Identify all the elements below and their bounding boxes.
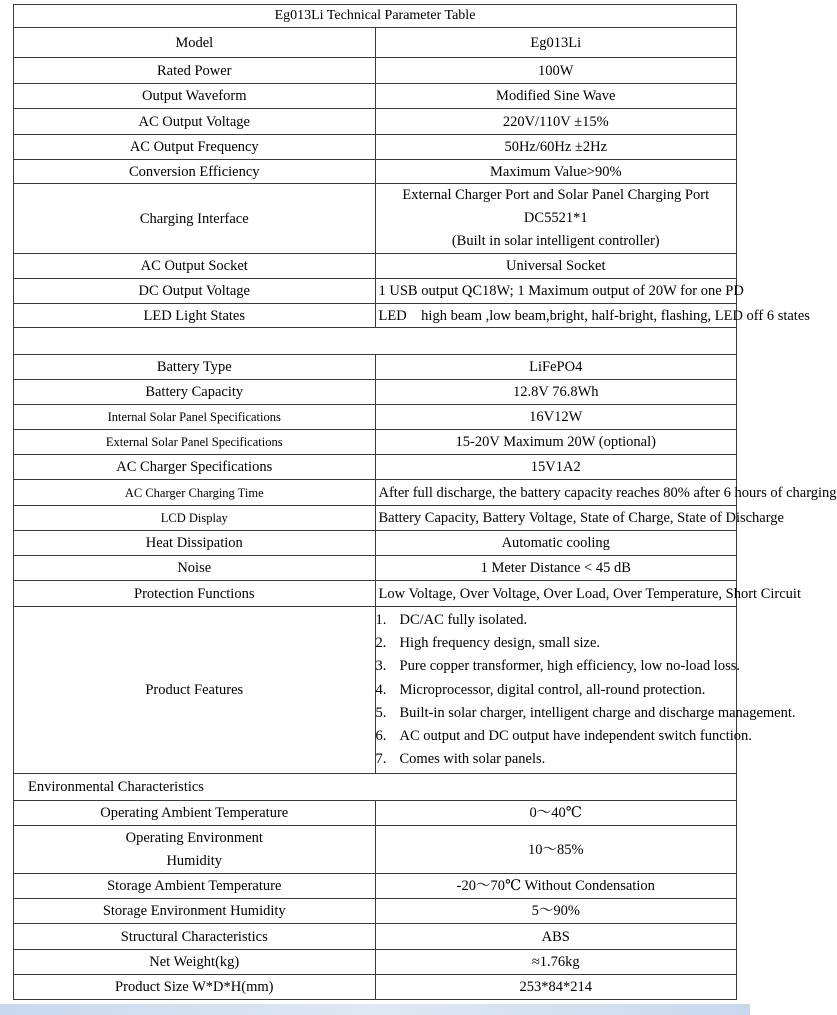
row-label: AC Output Voltage [14, 109, 376, 135]
row-value: LiFePO4 [375, 355, 737, 380]
table-row [14, 380, 737, 405]
table-row [14, 84, 737, 109]
row-value: Maximum Value>90% [375, 160, 737, 184]
row-label: Output Waveform [14, 84, 376, 109]
charging-line-2: (Built in solar intelligent controller) [451, 233, 660, 249]
row-value: 253*84*214 [375, 975, 737, 1000]
row-label: Internal Solar Panel Specifications [14, 405, 376, 430]
feature-text: High frequency design, small size. [399, 635, 601, 652]
row-value: 5～90% [375, 899, 737, 924]
row-value: 15V1A2 [375, 455, 737, 480]
table-row [14, 405, 737, 430]
table-row [14, 950, 737, 975]
row-value: ≈1.76kg [375, 950, 737, 975]
row-label: LED Light States [14, 304, 376, 328]
feature-text: Comes with solar panels. [399, 751, 546, 768]
list-item [376, 609, 733, 632]
list-item [375, 725, 752, 748]
table-row [14, 801, 737, 826]
row-value: 1 Meter Distance < 45 dB [375, 556, 737, 581]
list-item [376, 632, 733, 655]
row-label: Net Weight(kg) [14, 950, 376, 975]
row-label: Rated Power [14, 58, 376, 84]
list-item [375, 702, 796, 725]
table-row [14, 28, 737, 58]
table-row [14, 924, 737, 950]
row-label: Battery Type [14, 355, 376, 380]
table-row [14, 826, 737, 874]
feature-number: 1. [375, 612, 387, 628]
row-value: 16V12W [375, 405, 737, 430]
row-label: LCD Display [14, 506, 376, 531]
feature-number: 2. [375, 635, 387, 652]
row-value: 15-20V Maximum 20W (optional) [375, 430, 737, 455]
feature-text: Microprocessor, digital control, all-round protection. [399, 681, 706, 698]
feature-text: Pure copper transformer, high efficiency, low no-load loss. [399, 658, 740, 675]
table-row [14, 254, 737, 279]
table-row [14, 184, 737, 254]
row-value: 0～40℃ [375, 801, 737, 826]
list-item [376, 679, 733, 702]
charging-line-1: External Charger Port and Solar Panel Charging Port DC5521*1 [402, 187, 710, 226]
row-value [375, 184, 737, 254]
feature-text: Built-in solar charger, intelligent charge and discharge management. [399, 704, 796, 721]
row-label: Noise [14, 556, 376, 581]
row-value: 50Hz/60Hz ±2Hz [375, 135, 737, 160]
row-label: Conversion Efficiency [14, 160, 376, 184]
row-value: 12.8V 76.8Wh [375, 380, 737, 405]
row-value: Battery Capacity, Battery Voltage, State of Charge, State of Discharge [375, 506, 737, 531]
row-value: -20～70℃ Without Condensation [375, 874, 737, 899]
feature-number: 4. [375, 681, 387, 698]
table-row [14, 607, 737, 774]
row-label: AC Output Frequency [14, 135, 376, 160]
table-row [14, 304, 737, 328]
row-value: Eg013Li [375, 28, 737, 58]
row-label: Heat Dissipation [14, 531, 376, 556]
section-header-row [14, 774, 737, 801]
spacer-row [14, 328, 737, 355]
label-line-2: Humidity [166, 852, 223, 869]
table-row [14, 160, 737, 184]
row-label: Structural Characteristics [14, 924, 376, 950]
table-title: Eg013Li Technical Parameter Table [14, 5, 737, 28]
row-label: AC Charger Charging Time [14, 480, 376, 506]
row-value: Modified Sine Wave [375, 84, 737, 109]
table-row [14, 899, 737, 924]
table-row [14, 135, 737, 160]
table-row [14, 975, 737, 1000]
row-value: 10～85% [375, 826, 737, 874]
table-row [14, 581, 737, 607]
table-row [14, 58, 737, 84]
table-row [14, 874, 737, 899]
row-label: External Solar Panel Specifications [14, 430, 376, 455]
features-list [375, 609, 796, 771]
table-row [14, 355, 737, 380]
bottom-band [0, 1004, 750, 1015]
row-label: Product Size W*D*H(mm) [14, 975, 376, 1000]
row-label: DC Output Voltage [14, 279, 376, 304]
label-line-1: Operating Environment [125, 829, 263, 846]
list-item [376, 748, 733, 771]
table-row [14, 430, 737, 455]
parameter-table [13, 4, 837, 1000]
row-label: Storage Ambient Temperature [14, 874, 376, 899]
feature-text: DC/AC fully isolated. [399, 612, 528, 628]
list-item [375, 655, 740, 678]
row-value: 100W [375, 58, 737, 84]
row-label: Product Features [14, 607, 376, 774]
row-label: Storage Environment Humidity [14, 899, 376, 924]
spacer-cell [14, 328, 737, 355]
feature-text: AC output and DC output have independent switch function. [399, 727, 752, 744]
row-label: Protection Functions [14, 581, 376, 607]
row-label: Charging Interface [14, 184, 376, 254]
row-value: Universal Socket [375, 254, 737, 279]
row-label [14, 826, 376, 874]
row-value: ABS [375, 924, 737, 950]
table-row [14, 279, 737, 304]
row-label: Operating Ambient Temperature [14, 801, 376, 826]
section-header: Environmental Characteristics [14, 774, 737, 801]
row-label: AC Charger Specifications [14, 455, 376, 480]
table-row [14, 556, 737, 581]
table-row [14, 531, 737, 556]
row-label: Battery Capacity [14, 380, 376, 405]
feature-number: 5. [375, 704, 387, 721]
row-label: AC Output Socket [14, 254, 376, 279]
feature-number: 6. [375, 727, 387, 744]
features-cell [375, 607, 796, 774]
table-row [14, 506, 737, 531]
table-row [14, 455, 737, 480]
row-value: LED high beam ,low beam,bright, half-bright, flashing, LED off 6 states [375, 304, 737, 328]
parameter-sheet [13, 4, 837, 1000]
row-value: 220V/110V ±15% [375, 109, 737, 135]
row-value: After full discharge, the battery capacity reaches 80% after 6 hours of charging [375, 480, 737, 506]
row-value: 1 USB output QC18W; 1 Maximum output of 20W for one PD [375, 279, 737, 304]
table-row [14, 480, 737, 506]
row-value: Low Voltage, Over Voltage, Over Load, Over Temperature, Short Circuit [375, 581, 737, 607]
feature-number: 3. [375, 658, 387, 675]
feature-number: 7. [375, 751, 387, 768]
table-row [14, 109, 737, 135]
row-label: Model [14, 28, 376, 58]
row-value: Automatic cooling [375, 531, 737, 556]
